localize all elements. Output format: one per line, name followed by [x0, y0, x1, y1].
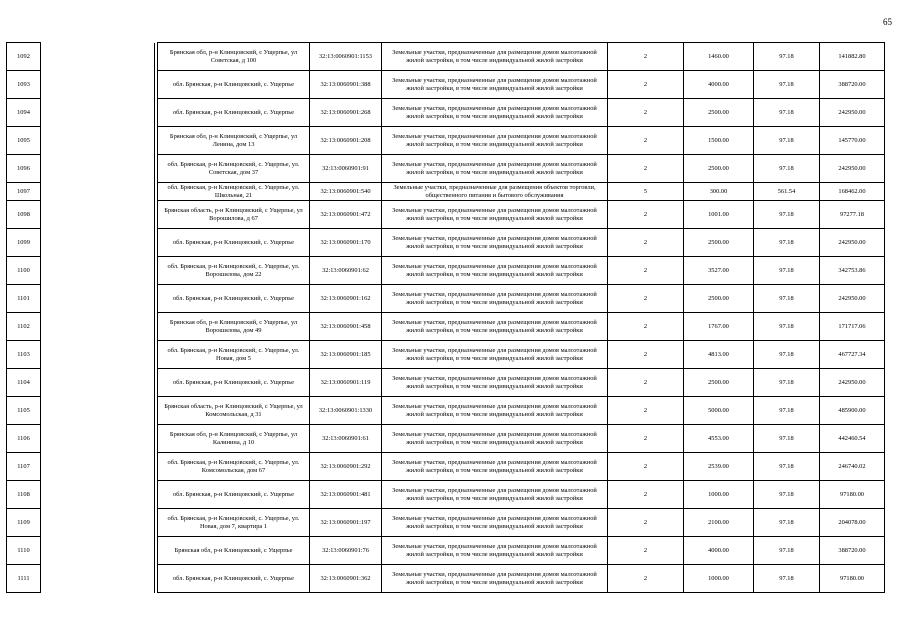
cell-land-purpose: Земельные участки, предназначенные для размещения домов малоэтажной жилой застройки, в том числе индивидуальной жилой застройки [382, 201, 608, 229]
table-row [7, 127, 885, 155]
cell-cadastral-value: 388720.00 [820, 71, 885, 99]
cell-cadastral-number: 32:13:0060901:388 [310, 71, 382, 99]
cell-cadastral-number: 32:13:0060901:1153 [310, 43, 382, 71]
cell-blank [41, 341, 155, 369]
cell-unit-value: 97.18 [754, 537, 820, 565]
cell-row-number: 1094 [7, 99, 41, 127]
cell-area: 4813.00 [684, 341, 754, 369]
cell-cadastral-number: 32:13:0060901:472 [310, 201, 382, 229]
cell-unit-value: 97.18 [754, 229, 820, 257]
cell-address: обл. Брянская, р-н Клинцовский, с. Ущерпье [158, 99, 310, 127]
cell-row-number: 1101 [7, 285, 41, 313]
cell-address: обл. Брянская, р-н Клинцовский, с. Ущерпье, ул. Новая, дом 5 [158, 341, 310, 369]
cell-cadastral-value: 242950.00 [820, 229, 885, 257]
cell-group: 2 [608, 537, 684, 565]
cell-row-number: 1109 [7, 509, 41, 537]
table-row [7, 397, 885, 425]
cell-row-number: 1096 [7, 155, 41, 183]
cell-row-number: 1099 [7, 229, 41, 257]
cell-blank [41, 509, 155, 537]
cell-cadastral-value: 242950.00 [820, 155, 885, 183]
cell-area: 4000.00 [684, 71, 754, 99]
table-row [7, 71, 885, 99]
cell-blank [41, 127, 155, 155]
land-valuation-table [6, 42, 885, 593]
cell-cadastral-number: 32:13:0060901:268 [310, 99, 382, 127]
cell-area: 2500.00 [684, 285, 754, 313]
cell-land-purpose: Земельные участки, предназначенные для размещения домов малоэтажной жилой застройки, в том числе индивидуальной жилой застройки [382, 285, 608, 313]
cell-address: обл. Брянская, р-н Клинцовский, с. Ущерпье, ул. Новая, дом 7, квартира 1 [158, 509, 310, 537]
cell-row-number: 1108 [7, 481, 41, 509]
cell-row-number: 1107 [7, 453, 41, 481]
table-row [7, 229, 885, 257]
cell-group: 2 [608, 127, 684, 155]
cell-blank [41, 537, 155, 565]
cell-cadastral-number: 32:13:0060901:458 [310, 313, 382, 341]
cell-group: 5 [608, 183, 684, 201]
cell-group: 2 [608, 481, 684, 509]
cell-address: обл. Брянская, р-н Клинцовский, с. Ущерпье, ул. Советская, дом 37 [158, 155, 310, 183]
cell-blank [41, 313, 155, 341]
cell-blank [41, 453, 155, 481]
cell-unit-value: 97.18 [754, 453, 820, 481]
cell-row-number: 1095 [7, 127, 41, 155]
cell-cadastral-number: 32:13:0060901:1330 [310, 397, 382, 425]
cell-cadastral-number: 32:13:0060901:62 [310, 257, 382, 285]
table-row [7, 565, 885, 593]
cell-area: 3527.00 [684, 257, 754, 285]
cell-unit-value: 97.18 [754, 481, 820, 509]
cell-unit-value: 97.18 [754, 341, 820, 369]
cell-group: 2 [608, 313, 684, 341]
cell-land-purpose: Земельные участки, предназначенные для размещения домов малоэтажной жилой застройки, в том числе индивидуальной жилой застройки [382, 71, 608, 99]
cell-blank [41, 397, 155, 425]
table-row [7, 537, 885, 565]
cell-address: обл. Брянская, р-н Клинцовский, с. Ущерпье [158, 285, 310, 313]
cell-group: 2 [608, 369, 684, 397]
cell-cadastral-value: 242950.00 [820, 369, 885, 397]
cell-address: обл. Брянская, р-н Клинцовский, с. Ущерпье, ул. Ворошилова, дом 22 [158, 257, 310, 285]
cell-group: 2 [608, 509, 684, 537]
cell-cadastral-number: 32:13:0060901:185 [310, 341, 382, 369]
cell-blank [41, 229, 155, 257]
table-row [7, 155, 885, 183]
cell-area: 1460.00 [684, 43, 754, 71]
cell-address: обл. Брянская, р-н Клинцовский, с. Ущерпье [158, 369, 310, 397]
cell-group: 2 [608, 229, 684, 257]
cell-address: обл. Брянская, р-н Клинцовский, с. Ущерпье, ул. Комсомольская, дом 67 [158, 453, 310, 481]
cell-group: 2 [608, 341, 684, 369]
cell-land-purpose: Земельные участки, предназначенные для размещения домов малоэтажной жилой застройки, в том числе индивидуальной жилой застройки [382, 565, 608, 593]
cell-land-purpose: Земельные участки, предназначенные для размещения домов малоэтажной жилой застройки, в том числе индивидуальной жилой застройки [382, 509, 608, 537]
cell-area: 1000.00 [684, 565, 754, 593]
cell-cadastral-number: 32:13:0060901:61 [310, 425, 382, 453]
cell-land-purpose: Земельные участки, предназначенные для размещения домов малоэтажной жилой застройки, в том числе индивидуальной жилой застройки [382, 43, 608, 71]
cell-row-number: 1105 [7, 397, 41, 425]
cell-group: 2 [608, 99, 684, 127]
cell-unit-value: 97.18 [754, 369, 820, 397]
cell-row-number: 1097 [7, 183, 41, 201]
table-row [7, 369, 885, 397]
cell-blank [41, 285, 155, 313]
cell-land-purpose: Земельные участки, предназначенные для размещения домов малоэтажной жилой застройки, в том числе индивидуальной жилой застройки [382, 155, 608, 183]
cell-cadastral-value: 242950.00 [820, 99, 885, 127]
cell-land-purpose: Земельные участки, предназначенные для размещения домов малоэтажной жилой застройки, в том числе индивидуальной жилой застройки [382, 397, 608, 425]
cell-group: 2 [608, 425, 684, 453]
cell-group: 2 [608, 43, 684, 71]
table-row [7, 43, 885, 71]
cell-cadastral-number: 32:13:0060901:208 [310, 127, 382, 155]
cell-cadastral-value: 342753.86 [820, 257, 885, 285]
cell-cadastral-number: 32:13:0060901:170 [310, 229, 382, 257]
table-row [7, 313, 885, 341]
cell-address: Брянская обл, р-н Клинцовский, с Ущерпье, ул Ворошилова, дом 49 [158, 313, 310, 341]
cell-cadastral-value: 171717.06 [820, 313, 885, 341]
cell-cadastral-value: 485900.00 [820, 397, 885, 425]
cell-land-purpose: Земельные участки, предназначенные для размещения домов малоэтажной жилой застройки, в том числе индивидуальной жилой застройки [382, 99, 608, 127]
cell-unit-value: 97.18 [754, 285, 820, 313]
cell-cadastral-value: 168462.00 [820, 183, 885, 201]
cell-unit-value: 97.18 [754, 155, 820, 183]
cell-address: Брянская обл, р-н Клинцовский, с Ущерпье [158, 537, 310, 565]
cell-cadastral-number: 32:13:0060901:292 [310, 453, 382, 481]
cell-unit-value: 97.18 [754, 397, 820, 425]
cell-row-number: 1104 [7, 369, 41, 397]
cell-blank [41, 71, 155, 99]
cell-area: 4553.00 [684, 425, 754, 453]
cell-cadastral-value: 97180.00 [820, 565, 885, 593]
cell-land-purpose: Земельные участки, предназначенные для размещения домов малоэтажной жилой застройки, в том числе индивидуальной жилой застройки [382, 229, 608, 257]
cell-land-purpose: Земельные участки, предназначенные для размещения домов малоэтажной жилой застройки, в том числе индивидуальной жилой застройки [382, 257, 608, 285]
cell-group: 2 [608, 453, 684, 481]
cell-blank [41, 425, 155, 453]
cell-address: Брянская область, р-н Клинцовский, с Ущерпье, ул Комсомольская, д 31 [158, 397, 310, 425]
cell-address: обл. Брянская, р-н Клинцовский, с. Ущерпье, ул. Школьная, 21 [158, 183, 310, 201]
cell-cadastral-value: 204078.00 [820, 509, 885, 537]
cell-row-number: 1098 [7, 201, 41, 229]
cell-cadastral-value: 97277.18 [820, 201, 885, 229]
cell-group: 2 [608, 201, 684, 229]
cell-group: 2 [608, 565, 684, 593]
cell-cadastral-number: 32:13:0060901:162 [310, 285, 382, 313]
cell-land-purpose: Земельные участки, предназначенные для размещения домов малоэтажной жилой застройки, в том числе индивидуальной жилой застройки [382, 481, 608, 509]
cell-land-purpose: Земельные участки, предназначенные для размещения домов малоэтажной жилой застройки, в том числе индивидуальной жилой застройки [382, 313, 608, 341]
cell-row-number: 1110 [7, 537, 41, 565]
table-row [7, 341, 885, 369]
cell-address: обл. Брянская, р-н Клинцовский, с. Ущерпье [158, 481, 310, 509]
cell-address: Брянская обл, р-н Клинцовский, с Ущерпье, ул Калинина, д 10 [158, 425, 310, 453]
cell-cadastral-value: 246740.02 [820, 453, 885, 481]
cell-blank [41, 183, 155, 201]
cell-unit-value: 97.18 [754, 99, 820, 127]
cell-area: 300.00 [684, 183, 754, 201]
cell-cadastral-number: 32:13:0060901:481 [310, 481, 382, 509]
cell-address: обл. Брянская, р-н Клинцовский, с. Ущерпье [158, 71, 310, 99]
cell-unit-value: 561.54 [754, 183, 820, 201]
table-body [7, 43, 885, 593]
cell-blank [41, 155, 155, 183]
cell-cadastral-value: 145770.00 [820, 127, 885, 155]
cell-area: 5000.00 [684, 397, 754, 425]
cell-row-number: 1102 [7, 313, 41, 341]
cell-cadastral-number: 32:13:0060901:362 [310, 565, 382, 593]
cell-land-purpose: Земельные участки, предназначенные для размещения домов малоэтажной жилой застройки, в том числе индивидуальной жилой застройки [382, 425, 608, 453]
table-row [7, 425, 885, 453]
cell-area: 1000.00 [684, 481, 754, 509]
cell-group: 2 [608, 71, 684, 99]
cell-address: Брянская область, р-н Клинцовский, с Ущерпье, ул Ворошилова, д 67 [158, 201, 310, 229]
cell-area: 1500.00 [684, 127, 754, 155]
cell-area: 2100.00 [684, 509, 754, 537]
cell-unit-value: 97.18 [754, 201, 820, 229]
cell-blank [41, 43, 155, 71]
cell-row-number: 1093 [7, 71, 41, 99]
cell-unit-value: 97.18 [754, 43, 820, 71]
cell-land-purpose: Земельные участки, предназначенные для размещения объектов торговли, общественного питания и бытового обслуживания [382, 183, 608, 201]
cell-cadastral-number: 32:13:0060901:540 [310, 183, 382, 201]
cell-area: 2500.00 [684, 99, 754, 127]
table-row [7, 509, 885, 537]
cell-area: 4000.00 [684, 537, 754, 565]
cell-row-number: 1111 [7, 565, 41, 593]
table-row [7, 481, 885, 509]
cell-unit-value: 97.18 [754, 425, 820, 453]
cell-unit-value: 97.18 [754, 509, 820, 537]
cell-row-number: 1092 [7, 43, 41, 71]
cell-area: 2500.00 [684, 229, 754, 257]
cell-land-purpose: Земельные участки, предназначенные для размещения домов малоэтажной жилой застройки, в том числе индивидуальной жилой застройки [382, 453, 608, 481]
cell-land-purpose: Земельные участки, предназначенные для размещения домов малоэтажной жилой застройки, в том числе индивидуальной жилой застройки [382, 127, 608, 155]
table-row [7, 285, 885, 313]
cell-cadastral-value: 467727.34 [820, 341, 885, 369]
cell-unit-value: 97.18 [754, 127, 820, 155]
cell-cadastral-value: 141882.80 [820, 43, 885, 71]
cell-row-number: 1103 [7, 341, 41, 369]
cell-cadastral-value: 97180.00 [820, 481, 885, 509]
cell-cadastral-number: 32:13:0060901:197 [310, 509, 382, 537]
cell-area: 2500.00 [684, 369, 754, 397]
cell-group: 2 [608, 155, 684, 183]
table-row [7, 257, 885, 285]
table-row [7, 201, 885, 229]
cell-group: 2 [608, 285, 684, 313]
cell-area: 1767.00 [684, 313, 754, 341]
cell-land-purpose: Земельные участки, предназначенные для размещения домов малоэтажной жилой застройки, в том числе индивидуальной жилой застройки [382, 341, 608, 369]
cell-group: 2 [608, 397, 684, 425]
page-number: 65 [883, 17, 892, 27]
cell-group: 2 [608, 257, 684, 285]
cell-address: обл. Брянская, р-н Клинцовский, с. Ущерпье [158, 229, 310, 257]
cell-row-number: 1100 [7, 257, 41, 285]
cell-cadastral-number: 32:13:0060901:91 [310, 155, 382, 183]
cell-blank [41, 257, 155, 285]
cell-address: Брянская обл, р-н Клинцовский, с Ущерпье, ул Ленина, дом 13 [158, 127, 310, 155]
cell-blank [41, 369, 155, 397]
cell-address: обл. Брянская, р-н Клинцовский, с. Ущерпье [158, 565, 310, 593]
cell-land-purpose: Земельные участки, предназначенные для размещения домов малоэтажной жилой застройки, в том числе индивидуальной жилой застройки [382, 537, 608, 565]
cell-cadastral-value: 242950.00 [820, 285, 885, 313]
table-row [7, 183, 885, 201]
cell-blank [41, 565, 155, 593]
cell-blank [41, 201, 155, 229]
cell-blank [41, 99, 155, 127]
cell-unit-value: 97.18 [754, 313, 820, 341]
cell-area: 2500.00 [684, 155, 754, 183]
cell-land-purpose: Земельные участки, предназначенные для размещения домов малоэтажной жилой застройки, в том числе индивидуальной жилой застройки [382, 369, 608, 397]
cell-row-number: 1106 [7, 425, 41, 453]
cell-unit-value: 97.18 [754, 71, 820, 99]
cell-unit-value: 97.18 [754, 257, 820, 285]
table-row [7, 99, 885, 127]
cell-unit-value: 97.18 [754, 565, 820, 593]
cell-area: 1001.00 [684, 201, 754, 229]
table-row [7, 453, 885, 481]
cell-area: 2539.00 [684, 453, 754, 481]
cell-cadastral-number: 32:13:0060901:76 [310, 537, 382, 565]
cell-cadastral-value: 442460.54 [820, 425, 885, 453]
cell-blank [41, 481, 155, 509]
cell-address: Брянская обл, р-н Клинцовский, с Ущерпье, ул Советская, д 100 [158, 43, 310, 71]
cell-cadastral-value: 388720.00 [820, 537, 885, 565]
cell-cadastral-number: 32:13:0060901:119 [310, 369, 382, 397]
